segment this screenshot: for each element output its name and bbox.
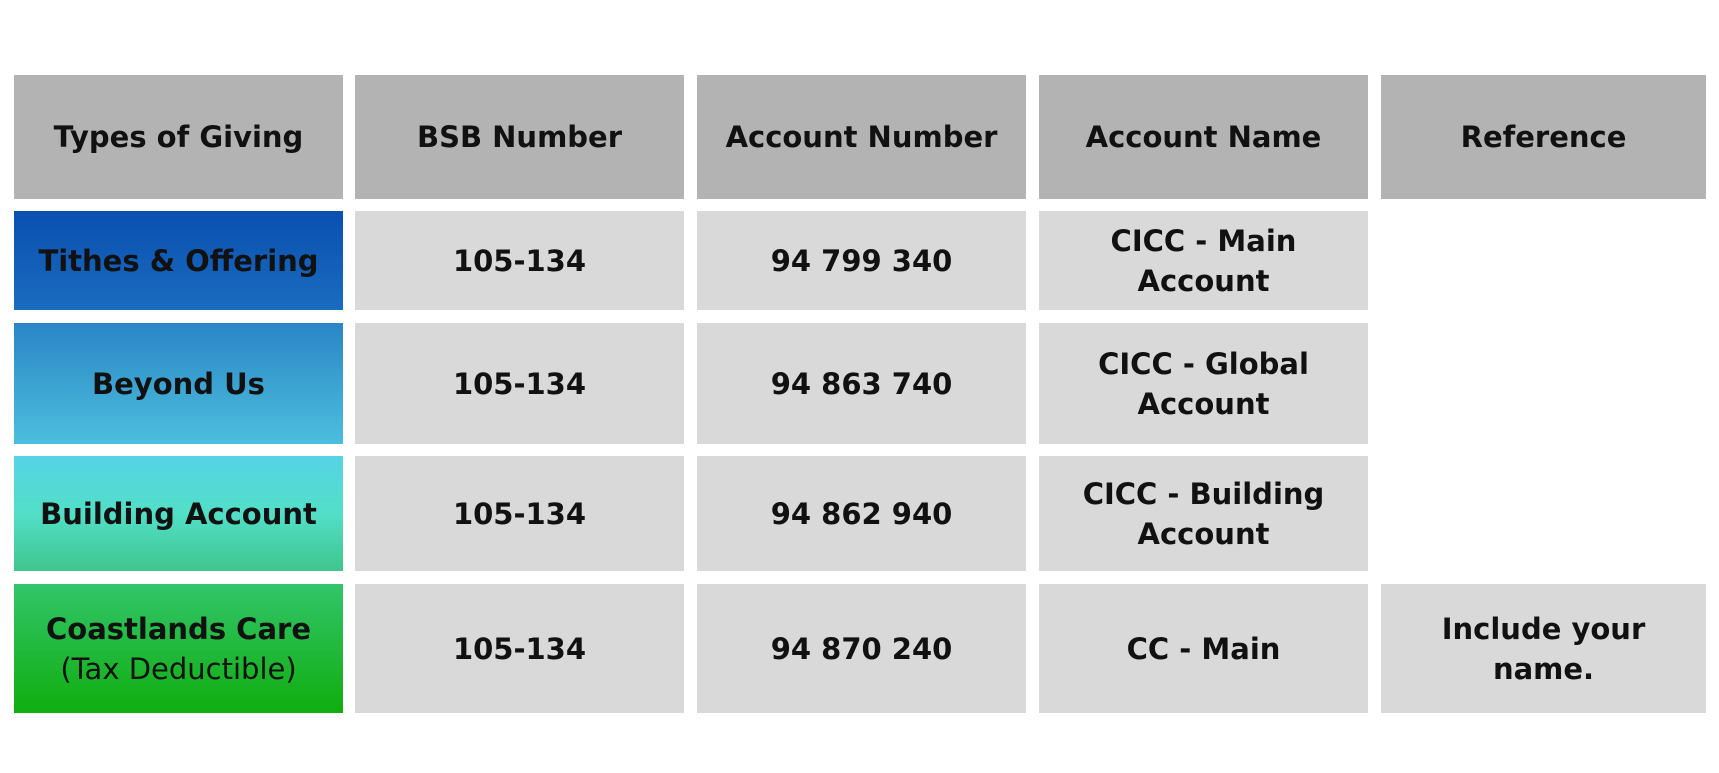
bsb-cell <box>355 456 684 571</box>
account-number-value: 94 863 740 <box>770 366 953 401</box>
account-name-cell <box>1039 584 1368 713</box>
account-number-cell <box>697 323 1026 444</box>
account-name-line2: Account <box>1137 386 1270 421</box>
header-reference <box>1381 75 1706 199</box>
account-number-cell <box>697 211 1026 310</box>
account-name-line1: CICC - Global <box>1098 346 1309 381</box>
account-number-value: 94 799 340 <box>770 243 953 278</box>
bsb-value: 105-134 <box>452 496 587 531</box>
header-account-number <box>697 75 1026 199</box>
reference-cell <box>1381 584 1706 713</box>
type-cell-tithes <box>14 211 343 310</box>
account-number-cell <box>697 456 1026 571</box>
bsb-value: 105-134 <box>452 631 587 666</box>
account-name-line1: CICC - Main <box>1110 223 1297 258</box>
type-cell-coastlands-care <box>14 584 343 713</box>
type-cell-building-account <box>14 456 343 571</box>
account-name-line1: CC - Main <box>1126 631 1281 666</box>
bsb-cell <box>355 211 684 310</box>
account-name-cell <box>1039 456 1368 571</box>
type-label: Coastlands Care <box>46 611 311 646</box>
header-account-name <box>1039 75 1368 199</box>
header-label: Account Name <box>1085 120 1322 154</box>
type-sublabel: (Tax Deductible) <box>60 651 297 686</box>
type-label: Beyond Us <box>92 366 265 401</box>
account-number-cell <box>697 584 1026 713</box>
account-name-line2: Account <box>1137 263 1270 298</box>
header-label: Account Number <box>725 120 998 154</box>
account-name-line1: CICC - Building <box>1082 476 1325 511</box>
header-label: BSB Number <box>416 120 623 154</box>
account-number-value: 94 862 940 <box>770 496 953 531</box>
bsb-value: 105-134 <box>452 243 587 278</box>
bsb-cell <box>355 323 684 444</box>
account-name-cell <box>1039 211 1368 310</box>
account-number-value: 94 870 240 <box>770 631 953 666</box>
header-label: Reference <box>1460 120 1627 154</box>
reference-value: Include your name. <box>1441 611 1646 686</box>
account-name-line2: Account <box>1137 516 1270 551</box>
type-label: Tithes & Offering <box>38 243 319 278</box>
account-name-cell <box>1039 323 1368 444</box>
header-label: Types of Giving <box>53 120 304 154</box>
bsb-value: 105-134 <box>452 366 587 401</box>
header-bsb-number <box>355 75 684 199</box>
header-types-of-giving <box>14 75 343 199</box>
type-label: Building Account <box>40 496 317 531</box>
type-cell-beyond-us <box>14 323 343 444</box>
bsb-cell <box>355 584 684 713</box>
